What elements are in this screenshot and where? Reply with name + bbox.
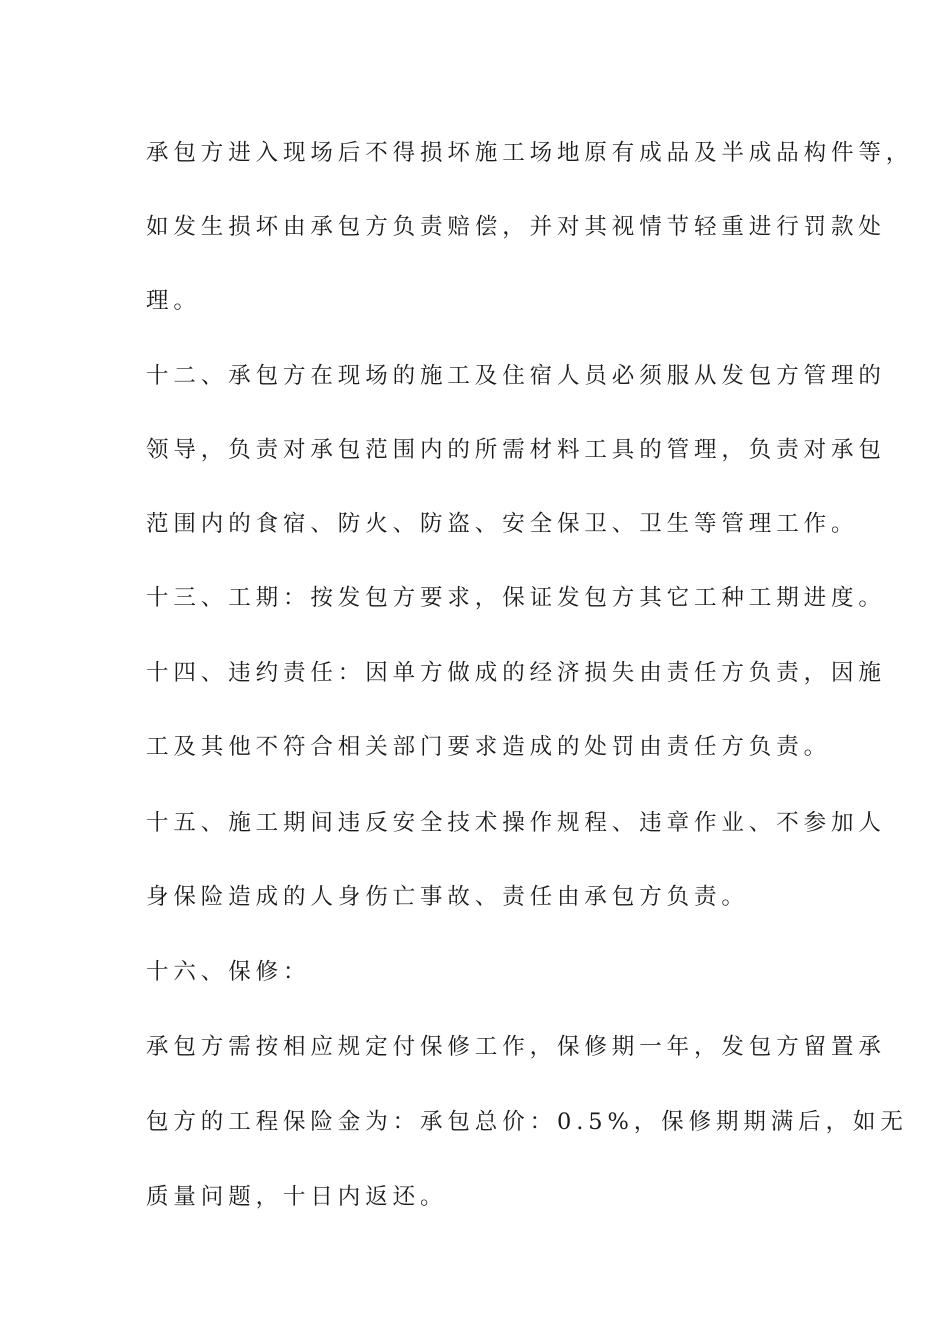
text-line: 质量问题，十日内返还。 (146, 1184, 448, 1210)
text-line: 承包方需按相应规定付保修工作，保修期一年，发包方留置承 (146, 1034, 886, 1060)
text-line: 领导，负责对承包范围内的所需材料工具的管理，负责对承包 (146, 437, 886, 463)
text-line: 如发生损坏由承包方负责赔偿，并对其视情节轻重进行罚款处 (146, 214, 886, 240)
text-line: 十四、违约责任：因单方做成的经济损失由责任方负责，因施 (146, 660, 886, 686)
text-line: 理。 (146, 288, 201, 314)
text-line: 十五、施工期间违反安全技术操作规程、违章作业、不参加人 (146, 810, 886, 836)
text-line: 十三、工期：按发包方要求，保证发包方其它工种工期进度。 (146, 585, 886, 611)
text-line: 承包方进入现场后不得损坏施工场地原有成品及半成品构件等， (146, 140, 914, 166)
text-line: 工及其他不符合相关部门要求造成的处罚由责任方负责。 (146, 734, 832, 760)
text-line: 十二、承包方在现场的施工及住宿人员必须服从发包方管理的 (146, 363, 886, 389)
text-line: 身保险造成的人身伤亡事故、责任由承包方负责。 (146, 884, 749, 910)
text-line: 范围内的食宿、防火、防盗、安全保卫、卫生等管理工作。 (146, 511, 859, 537)
text-line: 包方的工程保险金为：承包总价：0.5%，保修期期满后，如无 (146, 1109, 908, 1135)
text-line: 十六、保修： (146, 959, 311, 985)
